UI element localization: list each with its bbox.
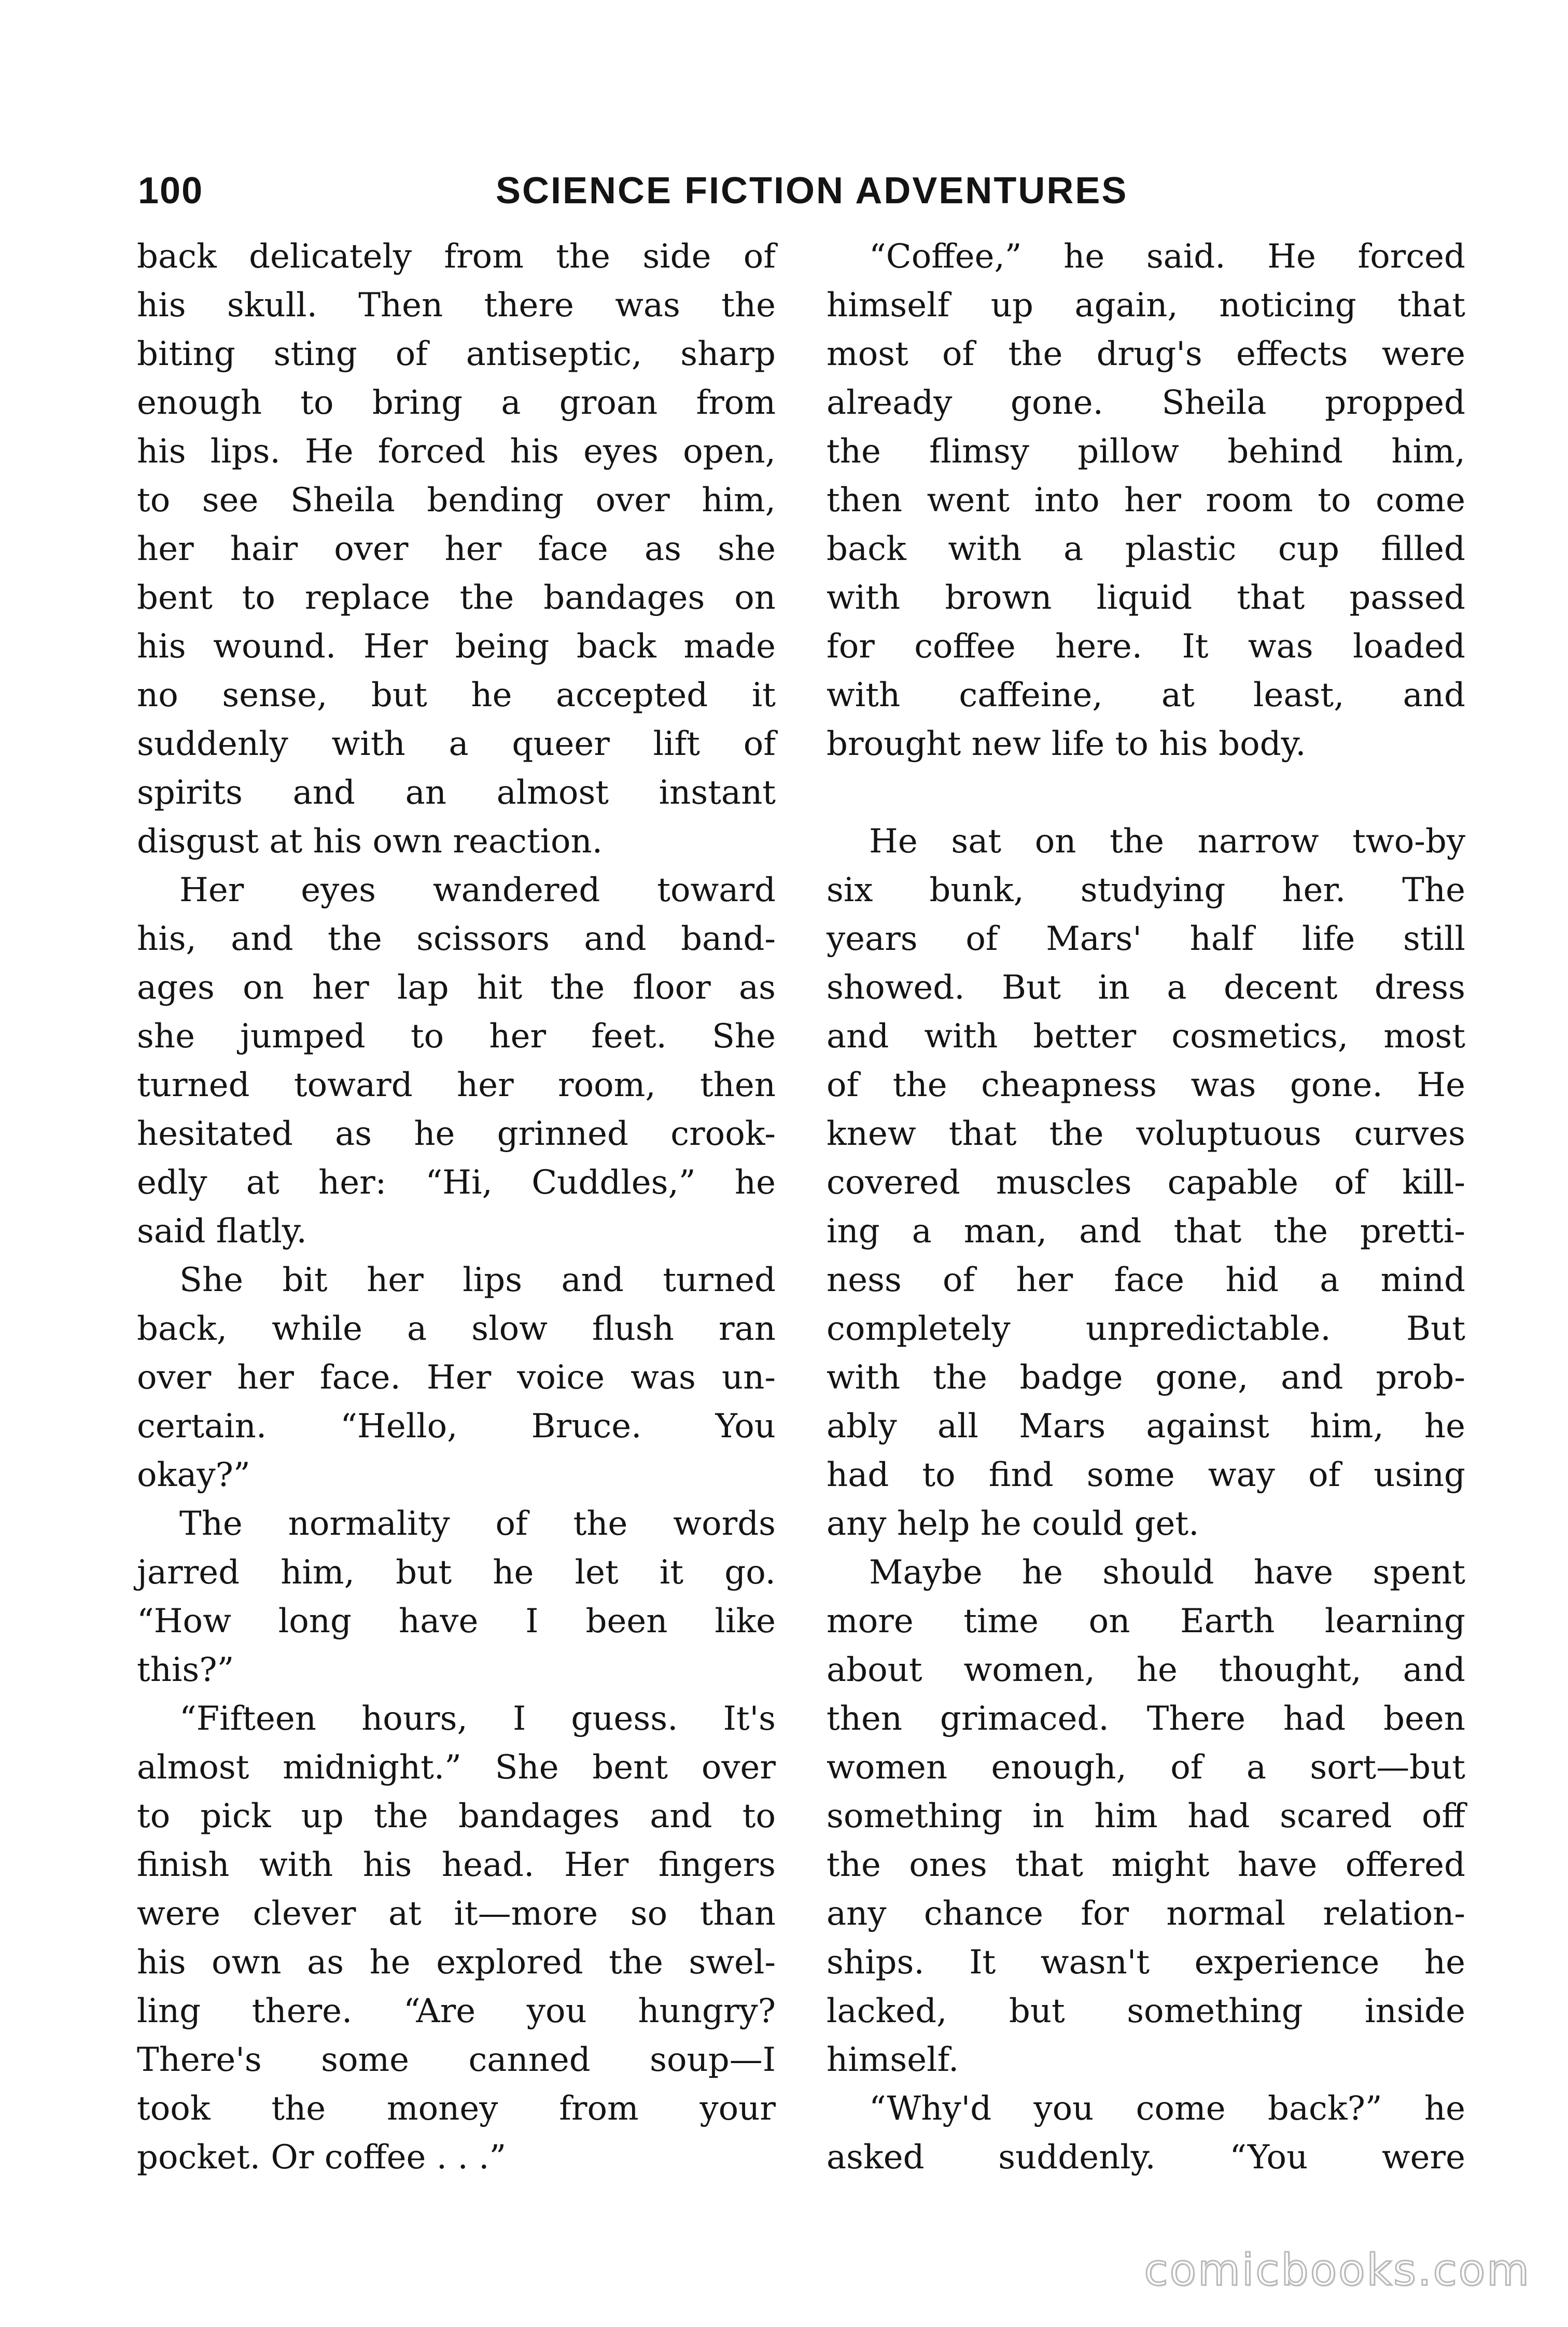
- text-line: biting sting of antiseptic, sharp: [137, 335, 776, 373]
- text-line: more time on Earth learning: [827, 1602, 1465, 1641]
- text-line: ling there. “Are you hungry?: [137, 1992, 776, 2030]
- text-line: his skull. Then there was the: [137, 286, 776, 325]
- text-line: okay?”: [137, 1456, 250, 1494]
- text-line: “Coffee,” he said. He forced: [869, 237, 1465, 276]
- text-line: “Fifteen hours, I guess. It's: [179, 1700, 776, 1738]
- text-line: back delicately from the side of: [137, 237, 776, 276]
- text-line: back, while a slow flush ran: [137, 1310, 776, 1348]
- text-line: about women, he thought, and: [827, 1651, 1465, 1689]
- text-line: Her eyes wandered toward: [179, 871, 776, 909]
- text-line: himself.: [827, 2041, 959, 2079]
- text-line: hesitated as he grinned crook-: [137, 1115, 776, 1153]
- text-line: enough to bring a groan from: [137, 384, 776, 422]
- text-line: his, and the scissors and band-: [137, 920, 776, 958]
- text-line: his wound. Her being back made: [137, 627, 776, 666]
- text-line: knew that the voluptuous curves: [827, 1115, 1465, 1153]
- text-line: the flimsy pillow behind him,: [827, 432, 1465, 471]
- text-line: She bit her lips and turned: [179, 1261, 776, 1299]
- text-line: himself up again, noticing that: [827, 286, 1465, 325]
- text-line: Maybe he should have spent: [869, 1553, 1465, 1592]
- text-line: over her face. Her voice was un-: [137, 1358, 776, 1397]
- text-line: “How long have I been like: [137, 1602, 776, 1641]
- text-line: The normality of the words: [179, 1505, 776, 1543]
- text-line: with the badge gone, and prob-: [827, 1358, 1465, 1397]
- text-line: the ones that might have offered: [827, 1846, 1465, 1884]
- text-line: “Why'd you come back?” he: [869, 2090, 1465, 2128]
- text-line: with brown liquid that passed: [827, 579, 1465, 617]
- text-line: then went into her room to come: [827, 481, 1465, 520]
- right-text-column: [827, 232, 1465, 2182]
- text-line: ing a man, and that the pretti-: [827, 1212, 1465, 1251]
- text-line: with caffeine, at least, and: [827, 676, 1465, 714]
- text-line: already gone. Sheila propped: [827, 384, 1465, 422]
- text-line: this?”: [137, 1651, 234, 1689]
- text-line: pocket. Or coffee . . .”: [137, 2138, 507, 2177]
- left-text-column: [137, 232, 776, 2182]
- text-line: asked suddenly. “You were: [827, 2138, 1465, 2177]
- text-line: of the cheapness was gone. He: [827, 1066, 1465, 1104]
- text-line: finish with his head. Her fingers: [137, 1846, 776, 1884]
- text-line: ages on her lap hit the floor as: [137, 969, 776, 1007]
- text-line: disgust at his own reaction.: [137, 822, 603, 861]
- text-line: any help he could get.: [827, 1505, 1199, 1543]
- text-line: almost midnight.” She bent over: [137, 1748, 776, 1787]
- page-number: 100: [138, 170, 204, 212]
- text-line: no sense, but he accepted it: [137, 676, 776, 714]
- text-line: showed. But in a decent dress: [827, 969, 1465, 1007]
- text-line: most of the drug's effects were: [827, 335, 1465, 373]
- text-line: and with better cosmetics, most: [827, 1017, 1465, 1056]
- text-line: jarred him, but he let it go.: [137, 1553, 776, 1592]
- text-line: spirits and an almost instant: [137, 774, 776, 812]
- section-break: [827, 768, 1465, 817]
- text-line: something in him had scared off: [827, 1797, 1465, 1835]
- page-header: [138, 165, 1465, 217]
- text-line: women enough, of a sort—but: [827, 1748, 1465, 1787]
- text-line: were clever at it—more so than: [137, 1895, 776, 1933]
- text-line: his lips. He forced his eyes open,: [137, 432, 776, 471]
- text-line: edly at her: “Hi, Cuddles,” he: [137, 1164, 776, 1202]
- running-head: SCIENCE FICTION ADVENTURES: [496, 170, 1128, 212]
- text-line: for coffee here. It was loaded: [827, 627, 1465, 666]
- text-line: He sat on the narrow two-by: [869, 822, 1465, 861]
- text-line: ness of her face hid a mind: [827, 1261, 1465, 1299]
- text-line: ships. It wasn't experience he: [827, 1943, 1465, 1982]
- text-line: to see Sheila bending over him,: [137, 481, 776, 520]
- text-line: any chance for normal relation-: [827, 1895, 1465, 1933]
- text-line: his own as he explored the swel-: [137, 1943, 776, 1982]
- text-line: years of Mars' half life still: [827, 920, 1465, 958]
- text-line: she jumped to her feet. She: [137, 1017, 776, 1056]
- text-line: completely unpredictable. But: [827, 1310, 1465, 1348]
- text-line: her hair over her face as she: [137, 530, 776, 568]
- text-line: had to find some way of using: [827, 1456, 1465, 1494]
- text-line: bent to replace the bandages on: [137, 579, 776, 617]
- text-line: suddenly with a queer lift of: [137, 725, 776, 763]
- text-line: took the money from your: [137, 2090, 776, 2128]
- text-line: said flatly.: [137, 1212, 307, 1251]
- text-line: to pick up the bandages and to: [137, 1797, 776, 1835]
- text-line: covered muscles capable of kill-: [827, 1164, 1465, 1202]
- text-line: turned toward her room, then: [137, 1066, 776, 1104]
- text-line: There's some canned soup—I: [137, 2041, 776, 2079]
- watermark: comicbooks.com: [1144, 2245, 1531, 2295]
- text-line: brought new life to his body.: [827, 725, 1306, 763]
- text-line: lacked, but something inside: [827, 1992, 1465, 2030]
- text-line: back with a plastic cup filled: [827, 530, 1465, 568]
- text-line: six bunk, studying her. The: [827, 871, 1465, 909]
- text-line: ably all Mars against him, he: [827, 1407, 1465, 1446]
- text-line: then grimaced. There had been: [827, 1700, 1465, 1738]
- text-line: certain. “Hello, Bruce. You: [137, 1407, 776, 1446]
